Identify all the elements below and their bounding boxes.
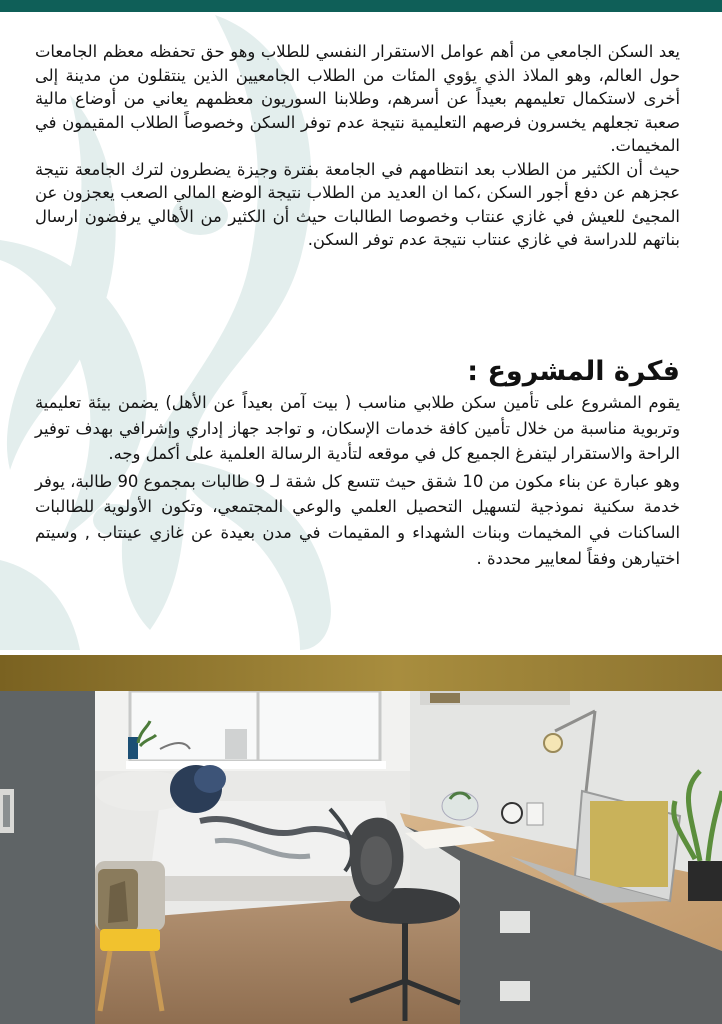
idea-paragraph: وهو عبارة عن بناء مكون من 10 شقق حيث تتسع كل شقة لـ 9 طالبات بمجموع 90 طالبة، يوفر خدمة سكنية نموذجية لتسهيل التحصيل العلمي والوعي المجتمعي، وتكون الأولوية للطالبات الساكنات في المخيمات وبنات الشهداء و المقيمات في مدن بعيدة عن غازي عينتاب , وسيتم اختيارهن وفقاً لمعايير محددة . [35,471,680,568]
intro-text [35,40,680,252]
intro-paragraph: يعد السكن الجامعي من أهم عوامل الاستقرار النفسي للطلاب وهو حق تحفظه معظم الجامعات حول العالم، وهو الملاذ الذي يؤوي المئات من الطلاب الجامعيين الذين ينتقلون من مدينة إلى أخرى لاستكمال تعليمهم بعيداً عن أسرهم، وطلابنا السوريون معظمهم يعاني من أوضاع مالية صعبة تجعلهم يخسرون فرصهم التعليمية نتيجة عدم توفر السكن وخصوصاً الطلاب المقيمون في المخيمات. [35,42,680,155]
project-idea-heading: فكرة المشروع : [467,356,680,387]
intro-paragraph: حيث أن الكثير من الطلاب بعد انتظامهم في الجامعة بفترة وجيزة يضطرون لترك الجامعة نتيجة عجزهم عن دفع أجور السكن ،كما ان العديد من الطلاب نتيجة الوضع المالي الصعب يعجزون عن المجيئ للعيش في غازي عنتاب وخصوصا الطالبات حيث أن الكثير من الأهالي يرفضون ارسال بناتهم للدراسة في غازي عنتاب نتيجة عدم توفر السكن. [35,159,680,249]
project-idea-text [35,390,680,571]
idea-paragraph: يقوم المشروع على تأمين سكن طلابي مناسب ( بيت آمن بعيداً عن الأهل) يضمن بيئة تعليمية وتربوية مناسبة من خلال تأمين كافة خدمات الإسكان، و تواجد جهاز إداري وإشرافي بهدف توفير الراحة والاستقرار ليتفرغ الجميع كل في موقعه لتأدية الرسالة العلمية على أكمل وجه. [35,393,680,464]
gold-divider-bar [0,655,722,691]
dorm-room-photo [0,691,722,1024]
